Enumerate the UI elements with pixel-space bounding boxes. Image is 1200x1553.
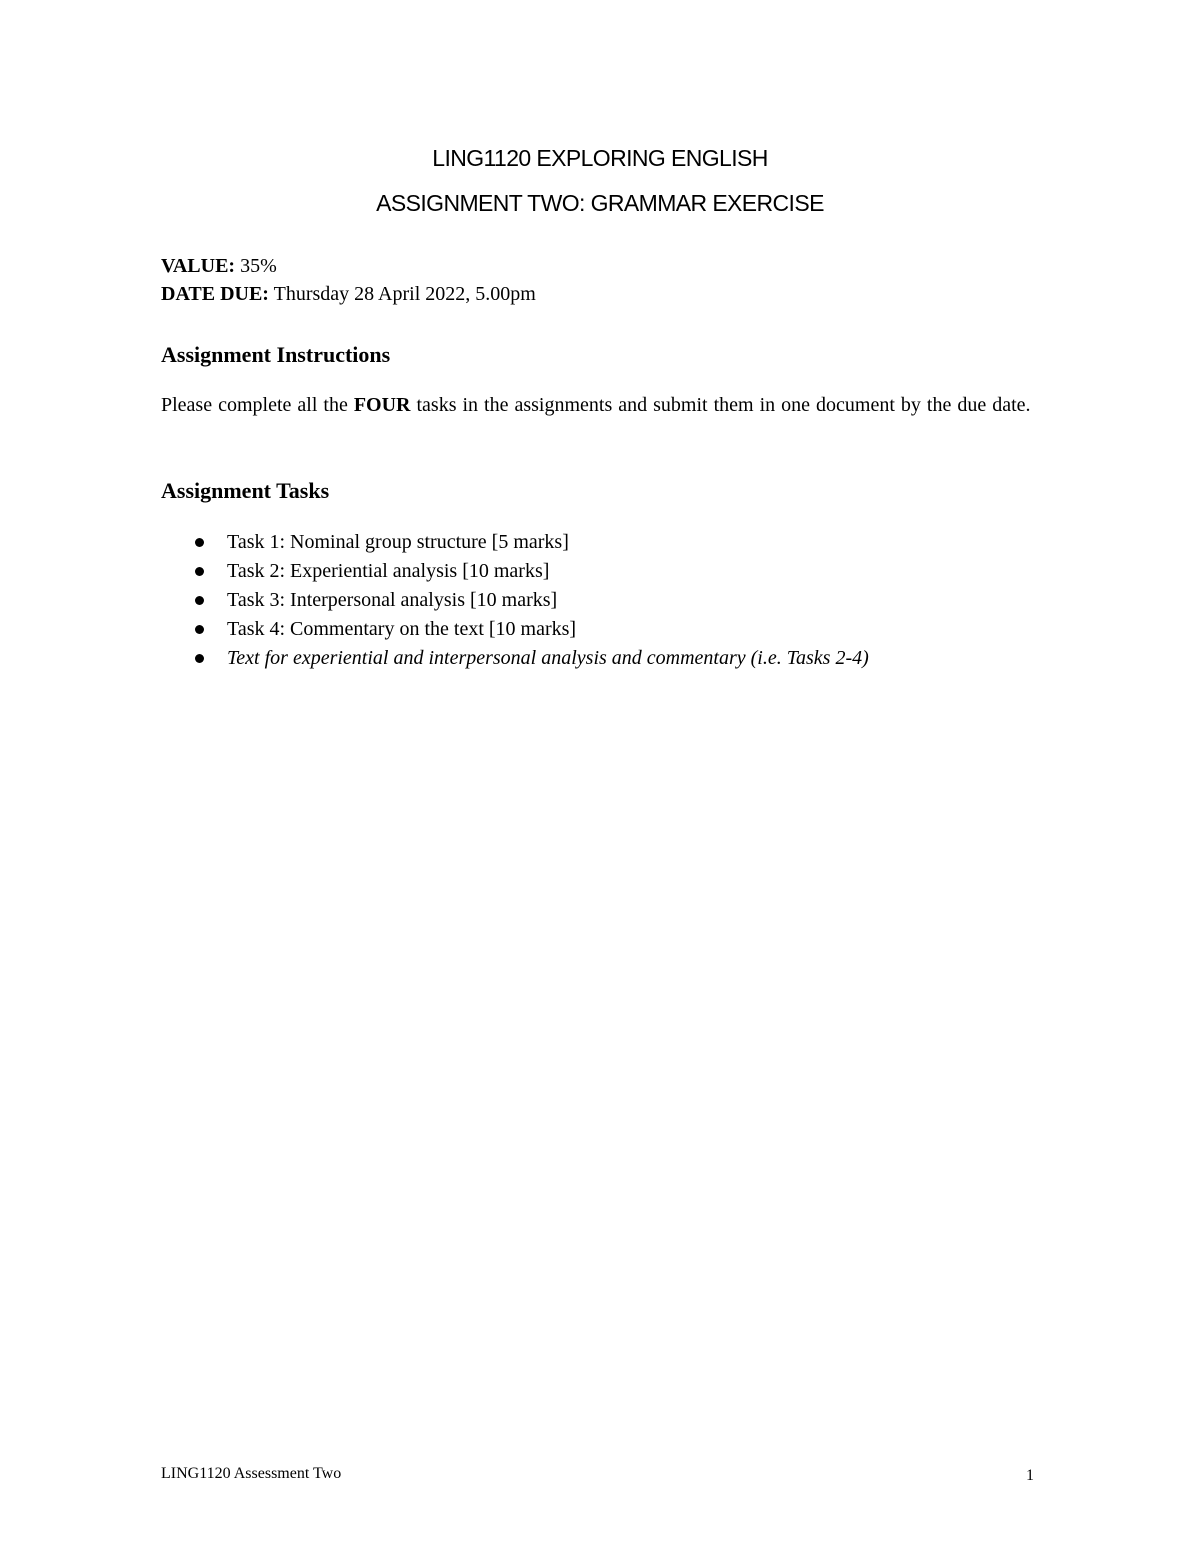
value-label: VALUE:	[161, 255, 236, 277]
bullet-icon	[195, 567, 204, 576]
bullet-icon	[195, 596, 204, 605]
value-text: 35%	[235, 255, 277, 277]
page-number: 1	[1026, 1467, 1034, 1484]
instructions-text-end: tasks in the assignments and submit them in one document by the due date.	[410, 394, 1031, 416]
bullet-icon	[195, 654, 204, 663]
value-line	[161, 254, 277, 278]
task-text: Task 3: Interpersonal analysis [10 marks]	[227, 589, 558, 611]
footer-text: LING1120 Assessment Two	[161, 1465, 342, 1482]
instructions-paragraph	[161, 392, 1041, 418]
task-text: Text for experiential and interpersonal analysis and commentary (i.e. Tasks 2-4)	[227, 647, 869, 669]
due-date-label: DATE DUE:	[161, 283, 269, 305]
bullet-icon	[195, 625, 204, 634]
document-title: LING1120 EXPLORING ENGLISH	[432, 145, 768, 171]
document-subtitle: ASSIGNMENT TWO: GRAMMAR EXERCISE	[376, 190, 824, 216]
instructions-heading: Assignment Instructions	[161, 342, 391, 367]
instructions-text-start: Please complete all the	[161, 394, 354, 416]
bullet-icon	[195, 538, 204, 547]
task-text: Task 1: Nominal group structure [5 marks]	[227, 531, 569, 553]
task-text: Task 2: Experiential analysis [10 marks]	[227, 560, 550, 582]
task-text: Task 4: Commentary on the text [10 marks]	[227, 618, 577, 640]
instructions-emphasis: FOUR	[353, 394, 411, 416]
due-date-text: Thursday 28 April 2022, 5.00pm	[268, 283, 536, 305]
due-date-line	[161, 282, 536, 306]
tasks-heading: Assignment Tasks	[161, 478, 330, 503]
